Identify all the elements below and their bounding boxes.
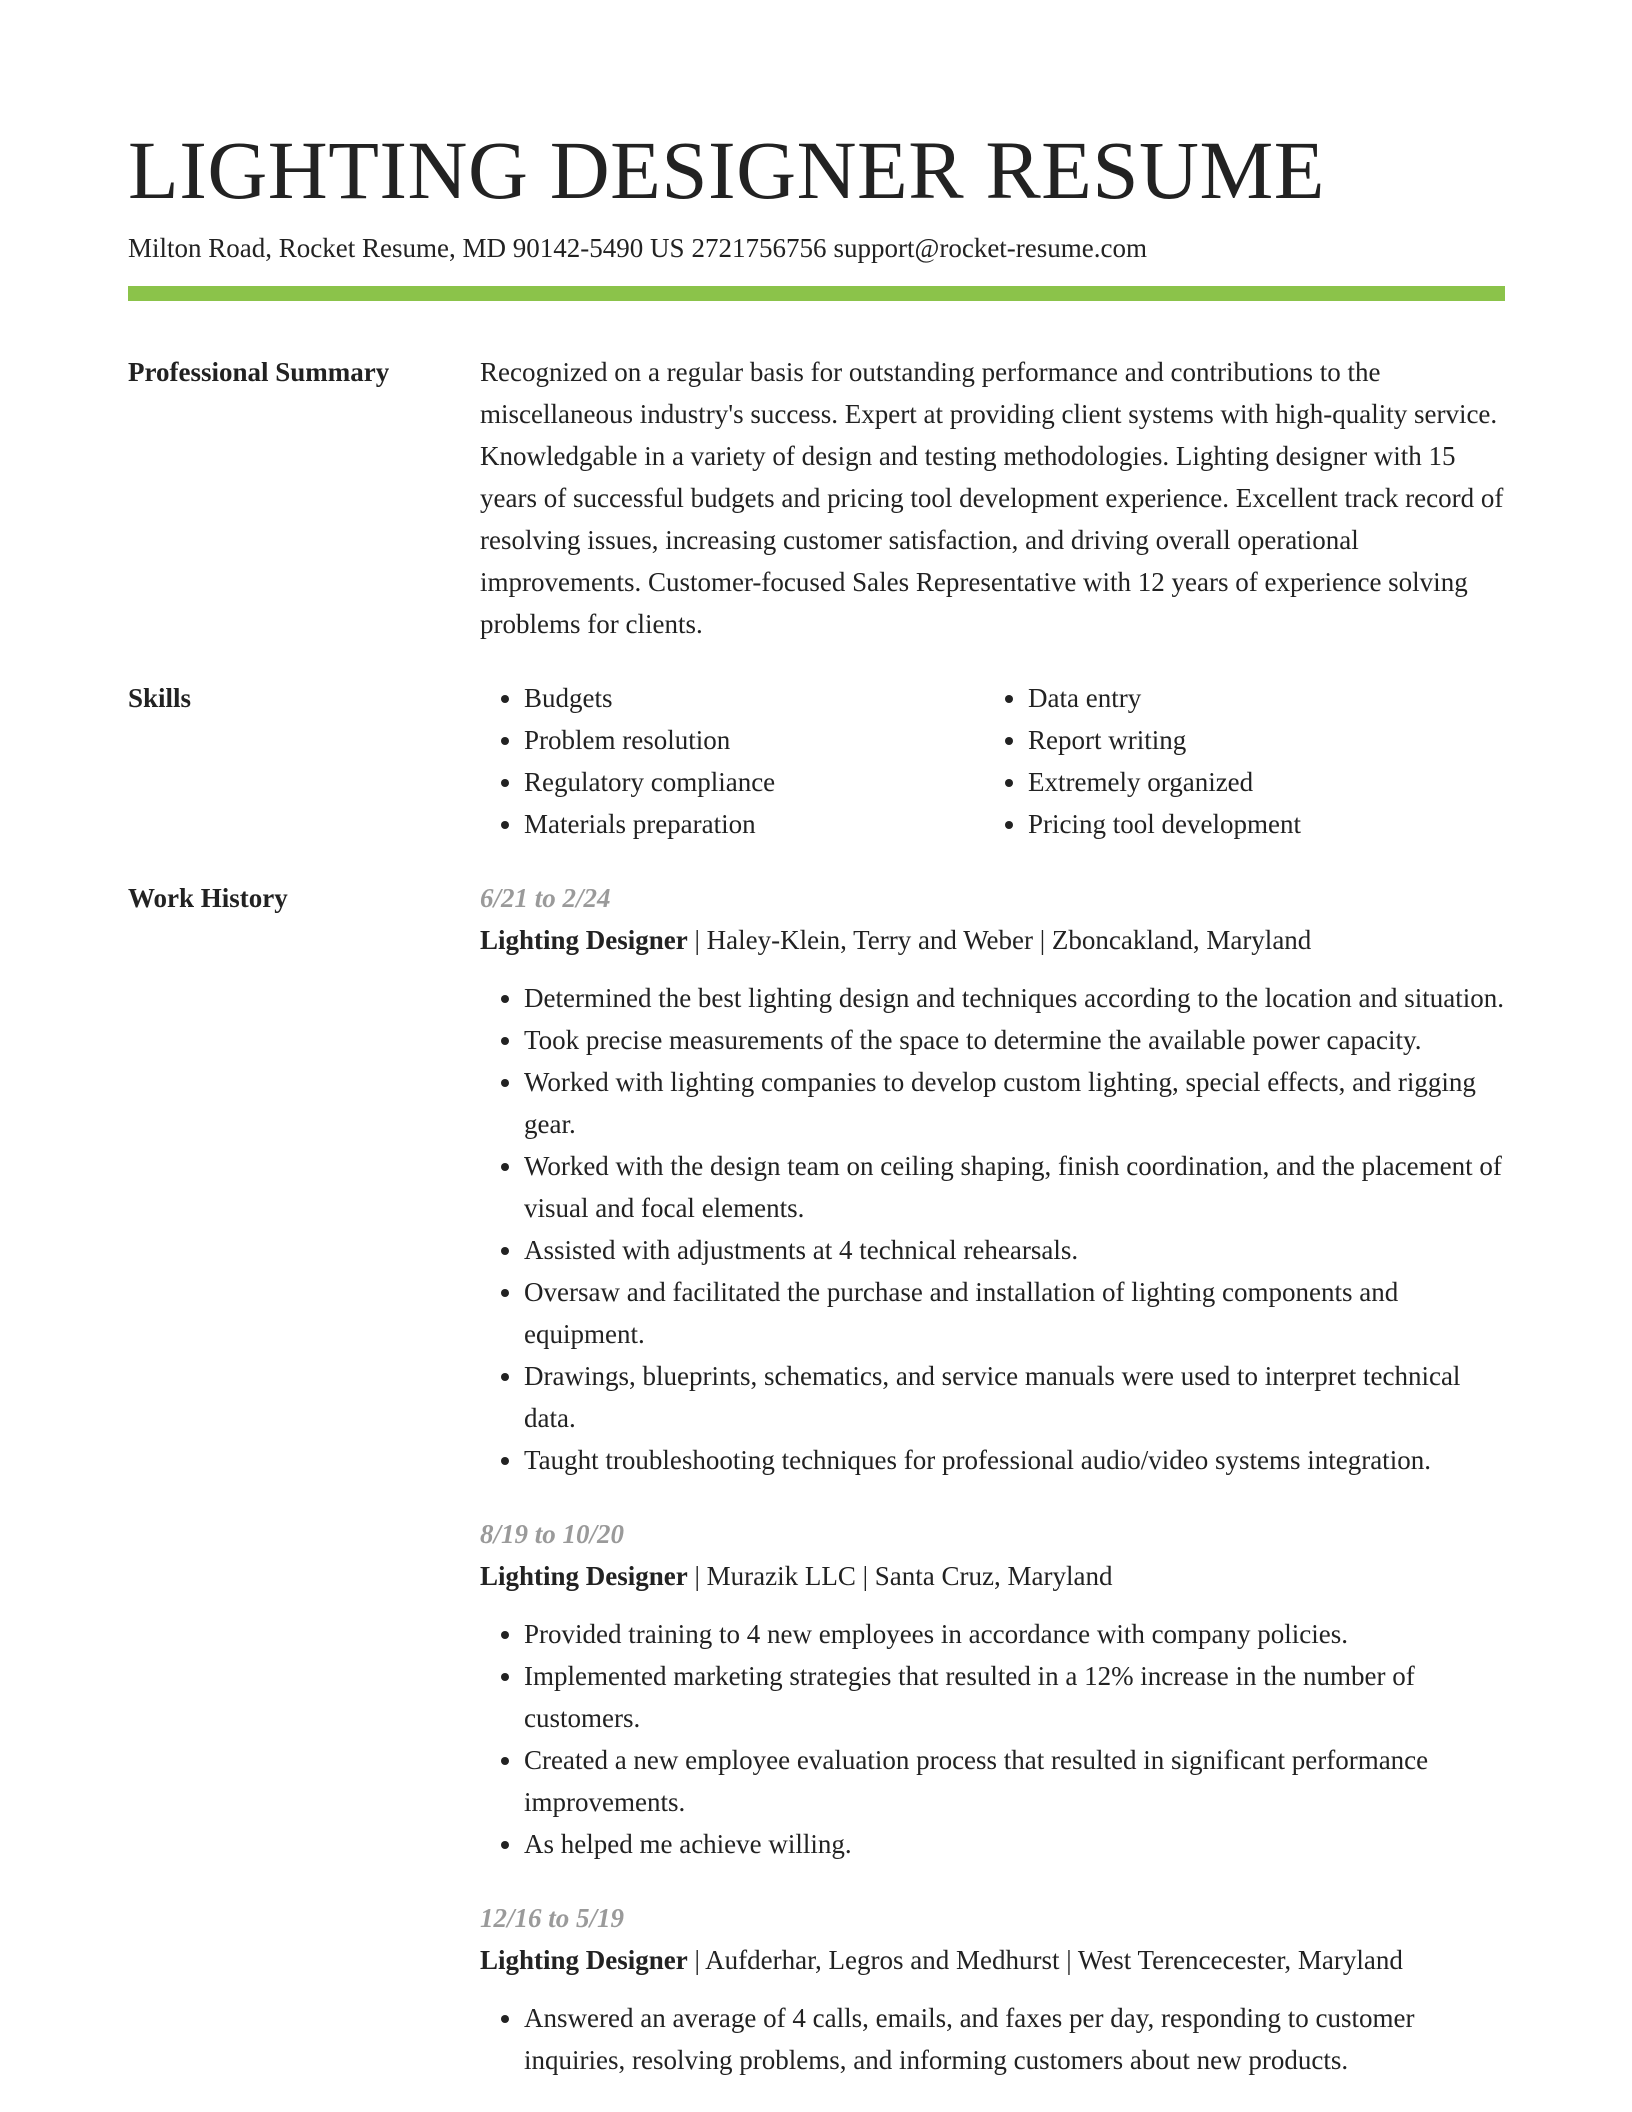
job-entry (480, 1513, 1505, 1865)
job-heading (480, 1939, 1505, 1981)
job-entry (480, 877, 1505, 1481)
skill-item: • Regulatory compliance (524, 761, 984, 803)
job-bullet: • Determined the best lighting design and techniques according to the location and situation. (524, 977, 1505, 1019)
job-details: | Haley-Klein, Terry and Weber | Zboncakland, Maryland (687, 925, 1312, 955)
contact-email: support@rocket-resume.com (833, 233, 1148, 263)
resume-title: LIGHTING DESIGNER RESUME (128, 124, 1325, 216)
section-label-summary: Professional Summary (128, 357, 390, 387)
skills-grid (480, 677, 1505, 845)
job-bullet: • Implemented marketing strategies that resulted in a 12% increase in the number of customers. (524, 1655, 1505, 1739)
job-dates: 6/21 to 2/24 (480, 883, 611, 913)
job-title: Lighting Designer (480, 1561, 688, 1591)
job-bullet: • Took precise measurements of the space to determine the available power capacity. (524, 1019, 1505, 1061)
summary-body (480, 351, 1505, 645)
resume-page (128, 0, 1505, 2081)
job-details: | Aufderhar, Legros and Medhurst | West Terencecester, Maryland (687, 1945, 1403, 1975)
skills-column-right (984, 677, 1488, 845)
job-heading (480, 1555, 1505, 1597)
professional-summary-section (128, 351, 1505, 645)
job-bullet: • Answered an average of 4 calls, emails, and faxes per day, responding to customer inquiries, resolving problems, and informing customers about new products. (524, 1997, 1505, 2081)
section-label-work: Work History (128, 883, 288, 913)
accent-divider (128, 286, 1505, 301)
job-bullets (480, 1997, 1505, 2081)
contact-address: Milton Road, Rocket Resume, MD 90142-5490 US (128, 233, 685, 263)
section-label-skills: Skills (128, 683, 192, 713)
skill-item: • Report writing (1028, 719, 1488, 761)
contact-phone: 2721756756 (691, 233, 827, 263)
job-bullet: • Worked with lighting companies to develop custom lighting, special effects, and rigging gear. (524, 1061, 1505, 1145)
job-heading (480, 919, 1505, 961)
job-bullet: • Provided training to 4 new employees in accordance with company policies. (524, 1613, 1505, 1655)
skills-column-left (480, 677, 984, 845)
job-details: | Murazik LLC | Santa Cruz, Maryland (687, 1561, 1113, 1591)
job-bullet: • Oversaw and facilitated the purchase and installation of lighting components and equipment. (524, 1271, 1505, 1355)
skills-body (480, 677, 1505, 845)
job-entry (480, 1897, 1505, 2081)
job-bullet: • As helped me achieve willing. (524, 1823, 1505, 1865)
skill-item: • Extremely organized (1028, 761, 1488, 803)
job-bullet: • Created a new employee evaluation process that resulted in significant performance improvements. (524, 1739, 1505, 1823)
summary-text: Recognized on a regular basis for outstanding performance and contributions to the miscellaneous industry's success. Expert at providing client systems with high-quality service. Knowledgable in a variety of design and testing methodologies. Lighting designer with 15 years of successful budgets and pricing tool development experience. Excellent track record of resolving issues, increasing customer satisfaction, and driving overall operational improvements. Customer-focused Sales Representative with 12 years of experience solving problems for clients. (480, 357, 1504, 639)
skill-item: • Data entry (1028, 677, 1488, 719)
job-title: Lighting Designer (480, 925, 688, 955)
skill-item: • Budgets (524, 677, 984, 719)
work-history-section (128, 877, 1505, 2081)
job-dates: 12/16 to 5/19 (480, 1903, 625, 1933)
job-bullet: • Taught troubleshooting techniques for professional audio/video systems integration. (524, 1439, 1505, 1481)
job-bullet: • Drawings, blueprints, schematics, and service manuals were used to interpret technical data. (524, 1355, 1505, 1439)
skill-item: • Problem resolution (524, 719, 984, 761)
job-bullet: • Worked with the design team on ceiling shaping, finish coordination, and the placement of visual and focal elements. (524, 1145, 1505, 1229)
job-title: Lighting Designer (480, 1945, 688, 1975)
job-bullets (480, 977, 1505, 1481)
work-body (480, 877, 1505, 2081)
skill-item: • Pricing tool development (1028, 803, 1488, 845)
job-dates: 8/19 to 10/20 (480, 1519, 625, 1549)
job-bullets (480, 1613, 1505, 1865)
job-bullet: • Assisted with adjustments at 4 technical rehearsals. (524, 1229, 1505, 1271)
skills-section (128, 677, 1505, 845)
skill-item: • Materials preparation (524, 803, 984, 845)
contact-line (128, 230, 1505, 266)
